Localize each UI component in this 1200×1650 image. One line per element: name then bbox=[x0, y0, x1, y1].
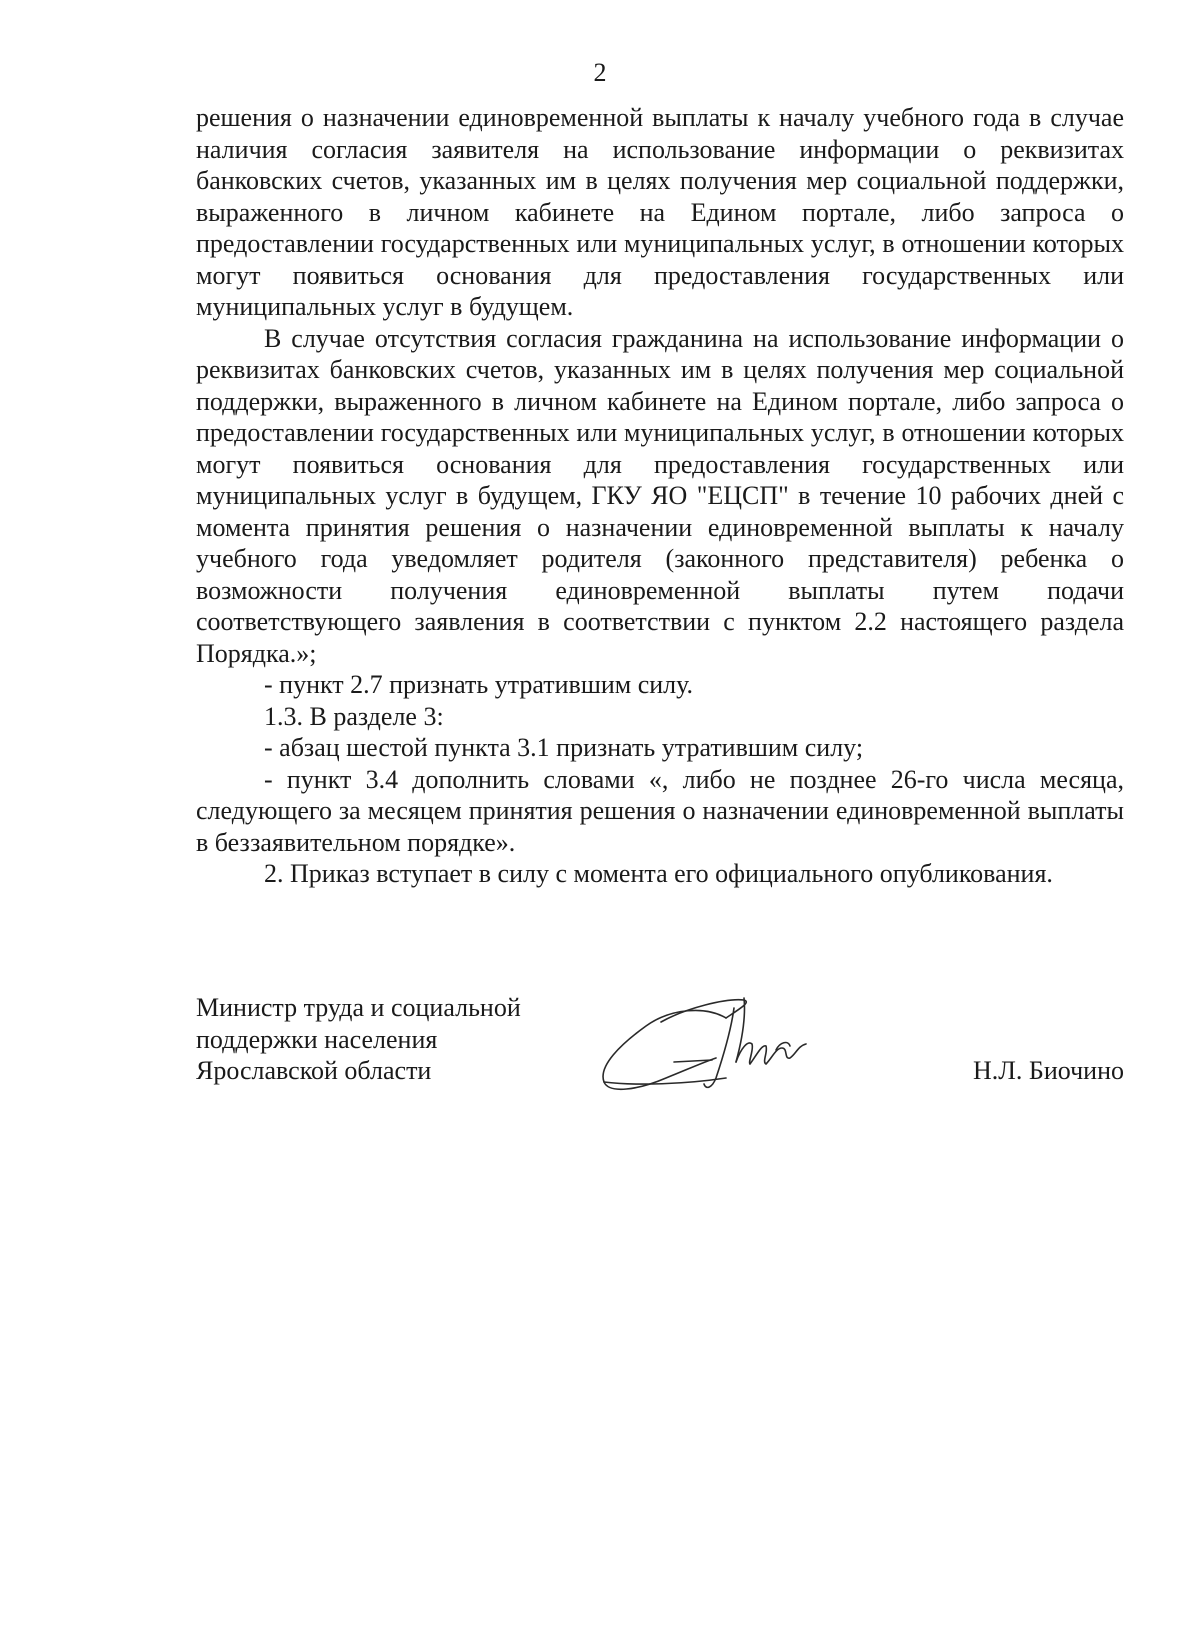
paragraph-item-2-7: - пункт 2.7 признать утратившим силу. bbox=[264, 670, 694, 699]
position-line: Ярославской области bbox=[196, 1056, 432, 1085]
paragraph-no-consent: В случае отсутствия согласия гражданина на использование информации о реквизитах банковских счетов, указанных им в целях получения мер социальной поддержки, выраженного в личном кабинете на Едином портале, либо запроса о предоставлении государственных или муниципальных услуг, в отношении которых могут появиться основания для предоставления государственных или муниципальных услуг в будущем, ГКУ ЯО "ЕЦСП" в течение 10 рабочих дней с момента принятия решения о назначении единовременной выплаты к началу учебного года уведомляет родителя (законного представителя) ребенка о возможности получения единовременной выплаты путем подачи соответствующего заявления в соответствии с пунктом 2.2 настоящего раздела Порядка.»; bbox=[196, 323, 1124, 668]
handwritten-signature bbox=[576, 978, 836, 1098]
paragraph-item-3-1: - абзац шестой пункта 3.1 признать утратившим силу; bbox=[264, 733, 864, 762]
position-line: Министр труда и социальной bbox=[196, 993, 521, 1022]
position-line: поддержки населения bbox=[196, 1024, 438, 1054]
paragraph-item-3-4: - пункт 3.4 дополнить словами «, либо не позднее 26-го числа месяца, следующего за месяцем принятия решения о назначении единовременной выплаты в беззаявительном порядке». bbox=[196, 764, 1124, 857]
document-body bbox=[196, 102, 1124, 890]
paragraph-effective-date: 2. Приказ вступает в силу с момента его официального опубликования. bbox=[264, 859, 1053, 888]
paragraph-section-1-3: 1.3. В разделе 3: bbox=[264, 701, 444, 731]
signatory-position bbox=[196, 992, 576, 1087]
page-number: 2 bbox=[593, 58, 607, 87]
signatory-name: Н.Л. Биочино bbox=[973, 1056, 1124, 1085]
paragraph-continuation: решения о назначении единовременной выплаты к началу учебного года в случае наличия согласия заявителя на использование информации о реквизитах банковских счетов, указанных им в целях получения мер социальной поддержки, выраженного в личном кабинете на Едином портале, либо запроса о предоставлении государственных или муниципальных услуг, в отношении которых могут появиться основания для предоставления государственных или муниципальных услуг в будущем. bbox=[196, 103, 1124, 321]
signature-block bbox=[196, 992, 1124, 1102]
